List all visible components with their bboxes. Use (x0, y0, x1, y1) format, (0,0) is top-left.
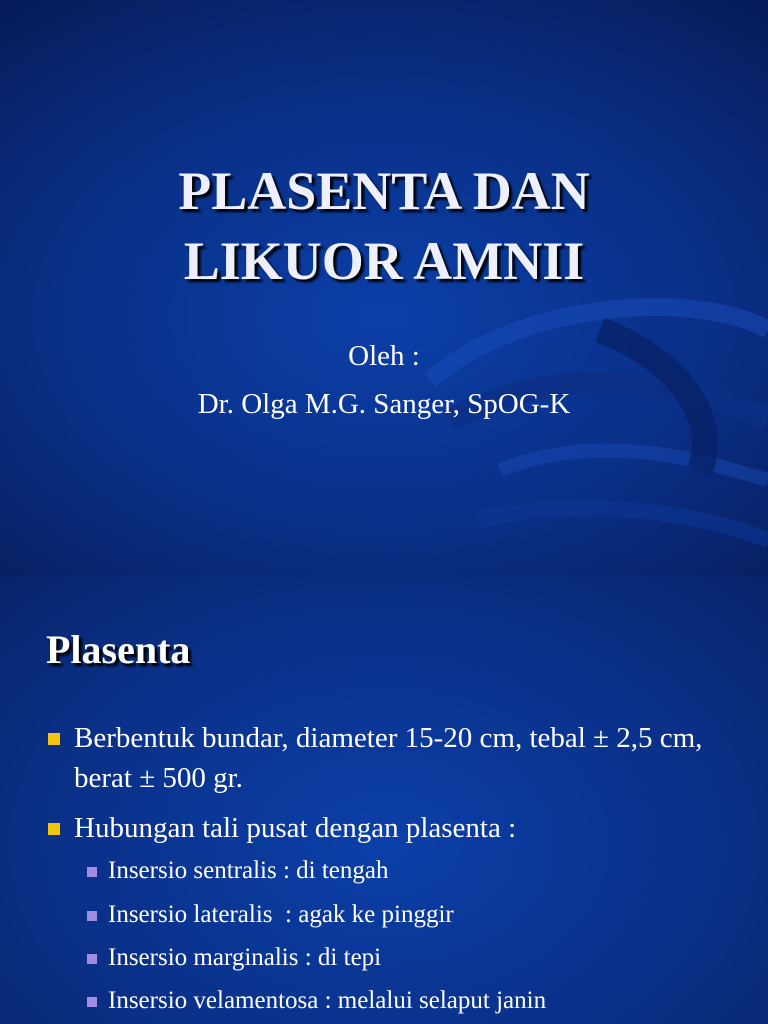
sub-bullet-text: Insersio velamentosa : melalui selaput janin (108, 987, 547, 1014)
subtitle-line-2: Dr. Olga M.G. Sanger, SpOG-K (197, 388, 571, 420)
purple-square-bullet-icon (87, 997, 97, 1007)
slide-heading: Plasenta (46, 627, 191, 672)
content-slide (0, 576, 768, 1024)
title-line-2: LIKUOR AMNII (183, 231, 585, 291)
sub-bullet-text: Insersio lateralis : agak ke pinggir (108, 901, 454, 928)
yellow-square-bullet-icon (48, 823, 60, 835)
sub-bullet-text: Insersio marginalis : di tepi (108, 944, 382, 971)
sub-bullet-item (108, 898, 748, 932)
sub-bullet-text: Insersio sentralis : di tengah (108, 857, 389, 884)
purple-square-bullet-icon (87, 954, 97, 964)
bullet-text: Berbentuk bundar, diameter 15-20 cm, tebal ± 2,5 cm, berat ± 500 gr. (74, 722, 703, 794)
title-line-1: PLASENTA DAN (178, 161, 590, 221)
bullet-text: Hubungan tali pusat dengan plasenta : (74, 812, 517, 844)
sub-bullet-item (108, 984, 748, 1018)
slide-title (0, 156, 768, 296)
bullet-item (74, 718, 724, 798)
slide-subtitle (0, 332, 768, 428)
bullet-item (74, 808, 724, 848)
subtitle-line-1: Oleh : (348, 340, 420, 372)
purple-square-bullet-icon (87, 911, 97, 921)
sub-bullet-item (108, 854, 748, 888)
purple-square-bullet-icon (87, 867, 97, 877)
sub-bullet-item (108, 941, 748, 975)
yellow-square-bullet-icon (48, 733, 60, 745)
